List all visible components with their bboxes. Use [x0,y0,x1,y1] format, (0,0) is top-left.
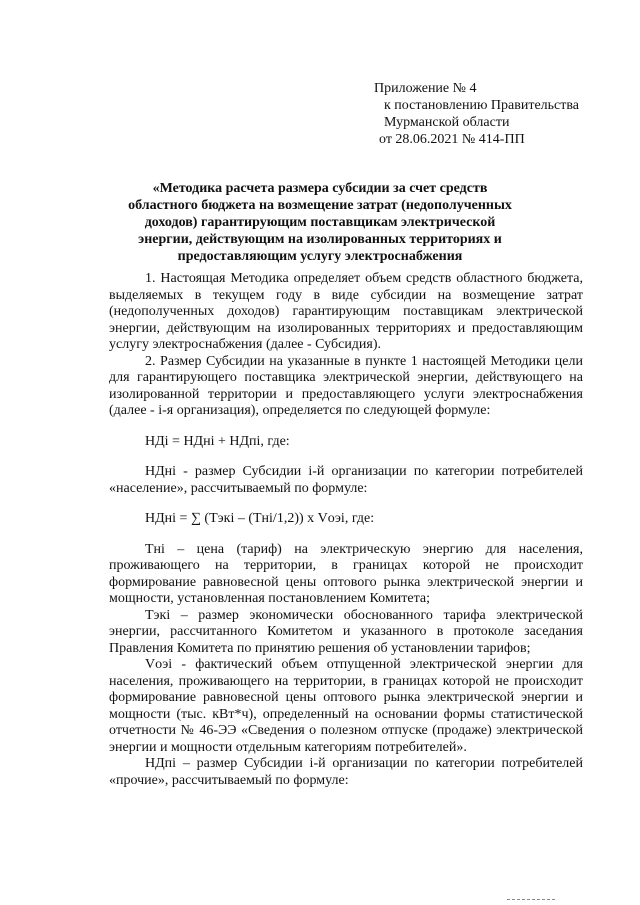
document-body [109,271,583,789]
paragraph-6: Vоэi - фактический объем отпущенной электрической энергии для населения, проживающего на территории, в границах которой не происходит формирование равновесной цены оптового рынка электрической энергии и мощности (тыс. кВт*ч), определенный на основании формы статистической отчетности № 46-ЭЭ «Сведения о полезном отпуске (продаже) электрической энергии и мощности отдельным категориям потребителей». [109,657,583,755]
paragraph-4: Тнi – цена (тариф) на электрическую энергию для населения, проживающего на территории, в границах которой не происходит формирование равновесной цены оптового рынка электрической энергии и мощности, установленная постановлением Комитета; [109,541,583,606]
appendix-number: Приложение № 4 [374,81,477,96]
formula-total: НДi = НДнi + НДпi, где: [145,433,290,449]
document-title: «Методика расчета размера субсидии за счет средств областного бюджета на возмещение затрат (недополученных доходов) гарантирующим поставщикам электрической энергии, действующим на изолированных территориях и предоставляющим услугу электроснабжения [128,181,512,264]
paragraph-3: НДнi - размер Субсидии i-й организации по категории потребителей «население», рассчитываемый по формуле: [109,464,583,496]
formula-population: НДнi = ∑ (Тэкi – (Тнi/1,2)) х Vоэi, где: [145,511,375,526]
appendix-resolution-ref: к постановлению Правительства [384,98,580,113]
appendix-header [374,80,579,148]
paragraph-7: НДпi – размер Субсидии i-й организации по категории потребителей «прочие», рассчитываемый по формуле: [109,756,583,788]
footer-divider [507,899,555,901]
paragraph-1: 1. Настоящая Методика определяет объем средств областного бюджета, выделяемых в текущем году в виде субсидии на возмещение затрат (недополученных доходов) гарантирующим поставщикам электрической энергии, действующим на изолированных территориях и предоставляющим услугу электроснабжения (далее - Субсидия). [109,271,583,352]
paragraph-5: Тэкi – размер экономически обоснованного тарифа электрической энергии, рассчитанного Комитетом и указанного в протоколе заседания Правления Комитета по принятию решения об установлении тарифов; [109,607,583,656]
appendix-date-number: от 28.06.2021 № 414-ПП [379,132,525,147]
paragraph-2: 2. Размер Субсидии на указанные в пункте 1 настоящей Методики цели для гарантирующего поставщика электрической энергии, действующего на изолированной территории и предоставляющего услуги электроснабжения (далее - i-я организация), определяется по следующей формуле: [109,353,583,418]
appendix-region: Мурманской области [384,115,510,130]
